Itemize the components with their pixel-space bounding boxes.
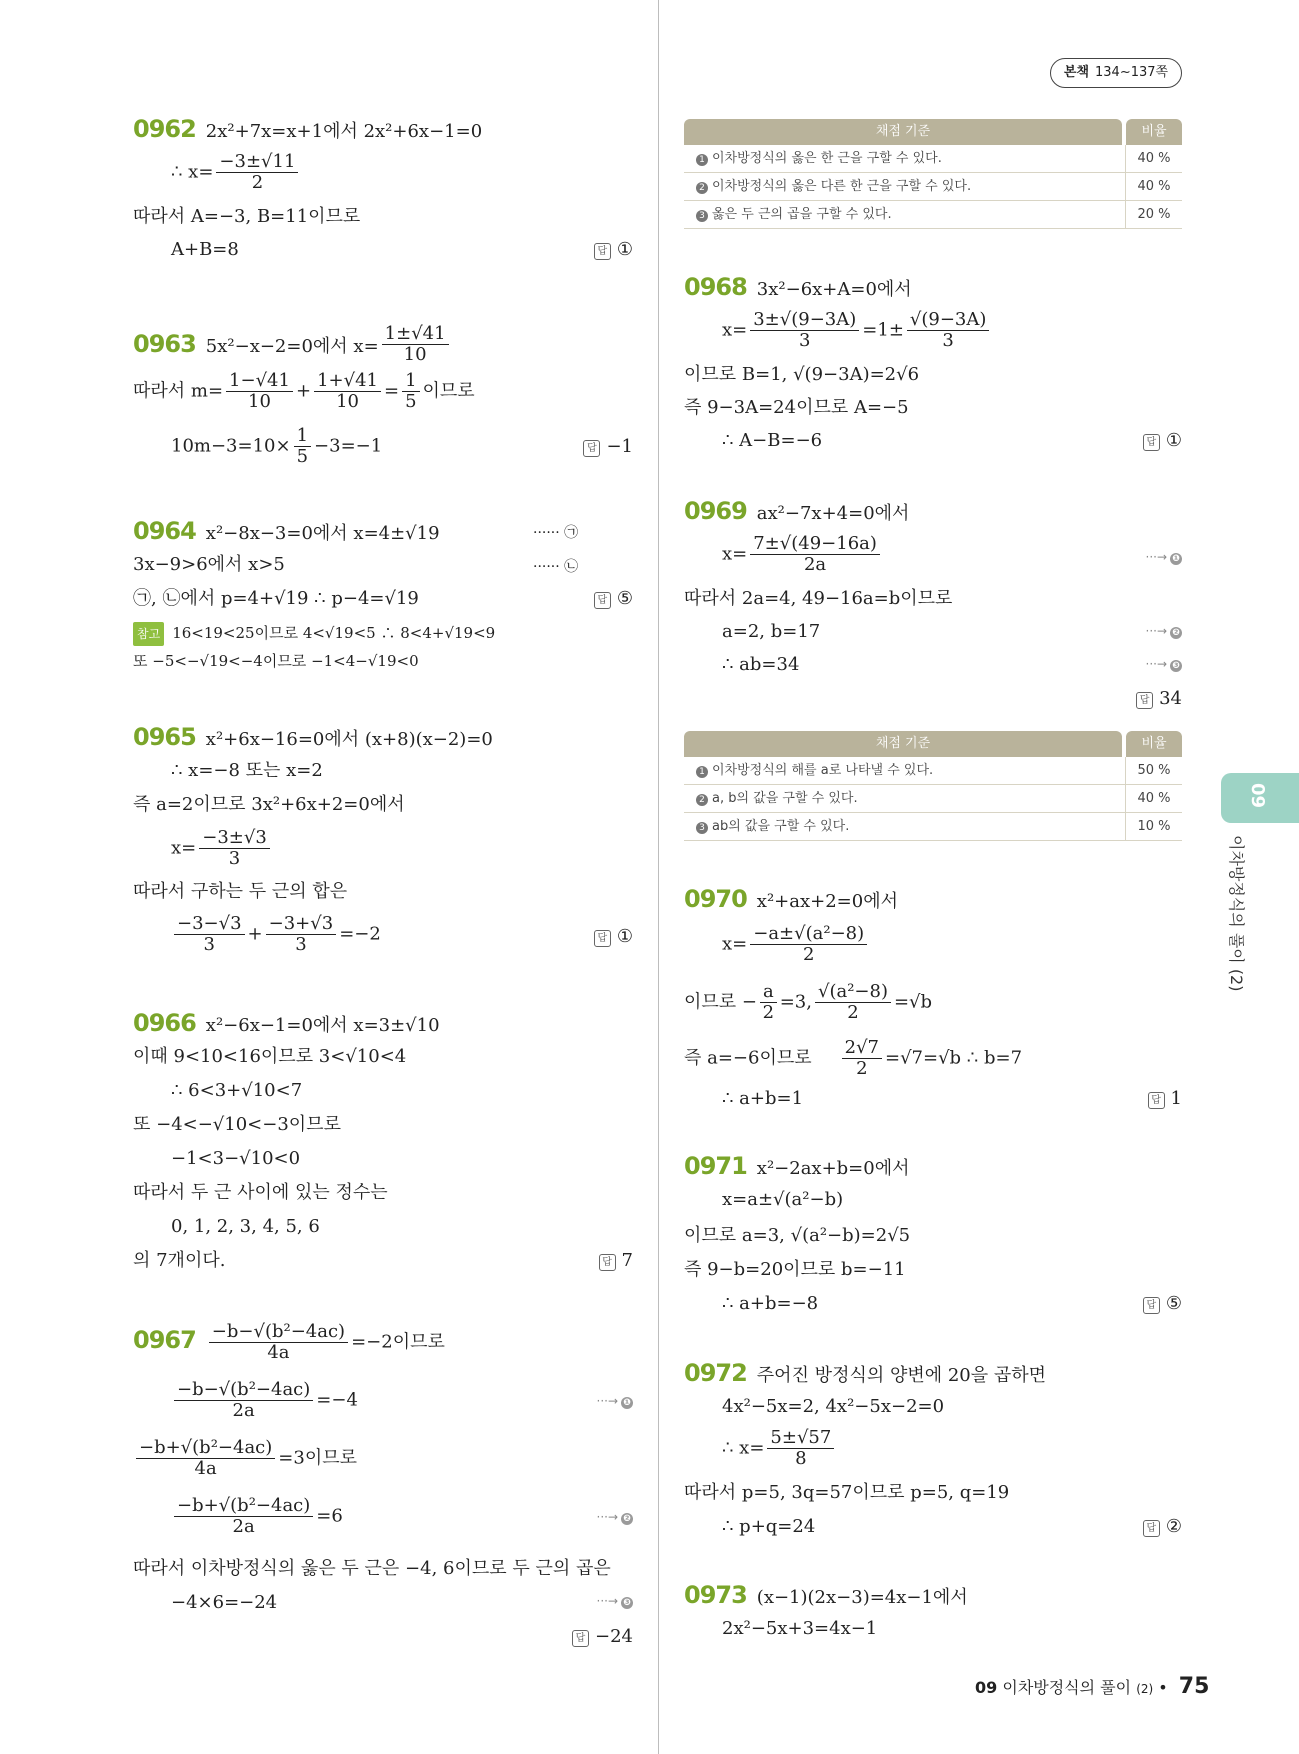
fraction: $\frac{2√7}{2}$ (842, 1038, 882, 1079)
eq-line: ∴ A−B=−6 (722, 430, 823, 451)
fraction: $\frac{3\pm√(9-3A)}{3}$ (750, 310, 859, 351)
eq-line: 따라서 2a=4, 49−16a=b이므로 (684, 588, 953, 609)
problem-number: 0970 (684, 885, 747, 913)
answer: 답 7 (599, 1250, 633, 1271)
step-marker: ···→ ❷ (1146, 624, 1183, 639)
eq-line: ∴ x= (722, 1437, 765, 1459)
note-line: 16<19<25이므로 4<√19<5 ∴ 8<4+√19<9 (172, 624, 496, 642)
eq-line: 또 −4<−√10<−3이므로 (133, 1114, 341, 1135)
chapter-side-tab[interactable]: 09 (1221, 773, 1299, 823)
eq-line: 따라서 p=5, 3q=57이므로 p=5, q=19 (684, 1482, 1010, 1503)
eq-line: x²−2ax+b=0에서 (756, 1158, 910, 1179)
note-line: 또 −5<−√19<−4이므로 −1<4−√19<0 (133, 652, 419, 670)
table-row: 1 이차방정식의 해를 a로 나타낼 수 있다. 50 % (684, 757, 1182, 785)
eq-line: x²+ax+2=0에서 (756, 891, 898, 912)
fraction: $\frac{1\pm√41}{10}$ (382, 324, 449, 365)
answer-icon: 답 (594, 930, 611, 947)
grading-table-0967 (684, 119, 1182, 229)
problem-number: 0971 (684, 1152, 747, 1180)
problem-number: 0968 (684, 273, 747, 301)
answer: 답 ⑤ (594, 588, 633, 609)
table-header: 채점 기준 (684, 119, 1122, 145)
eq-line: 이때 9<10<16이므로 3<√10<4 (133, 1046, 407, 1067)
answer-icon: 답 (1143, 1520, 1160, 1537)
marker: ······ ㉠ (533, 525, 579, 541)
answer: 답 −24 (572, 1626, 633, 1647)
problem-number: 0967 (133, 1325, 196, 1354)
chapter-side-label: 이차방정식의 풀이 (2) (1227, 835, 1246, 992)
table-header-ratio: 비율 (1126, 119, 1182, 145)
eq-line: 이므로 a=3, √(a²−b)=2√5 (684, 1225, 911, 1246)
answer-icon: 답 (572, 1630, 589, 1647)
answer-icon: 답 (594, 243, 611, 260)
answer-icon: 답 (599, 1254, 616, 1271)
eq-line: 의 7개이다. (133, 1250, 226, 1271)
note-badge: 참고 (133, 622, 164, 646)
fraction: $\frac{-3-√3}{3}$ (174, 914, 245, 955)
eq-line: 따라서 m= (133, 380, 224, 402)
answer-icon: 답 (1143, 434, 1160, 451)
answer-icon: 답 (594, 592, 611, 609)
fraction: $\frac{7\pm√(49-16a)}{2a}$ (750, 534, 880, 575)
eq-line: ∴ ab=34 (722, 654, 800, 675)
step-marker: ···→ ❸ (1146, 657, 1183, 672)
eq-line: 3x²−6x+A=0에서 (756, 279, 912, 300)
step-marker: ···→ ❷ (597, 1510, 634, 1525)
fraction: $\frac{1}{5}$ (402, 371, 419, 412)
table-row: 2 이차방정식의 옳은 다른 한 근을 구할 수 있다. 40 % (684, 173, 1182, 201)
eq-line: 따라서 이차방정식의 옳은 두 근은 −4, 6이므로 두 근의 곱은 (133, 1558, 611, 1579)
step-marker: ···→ ❶ (1146, 550, 1183, 565)
eq-line: 따라서 A=−3, B=11이므로 (133, 206, 361, 227)
step-marker: ···→ ❸ (597, 1594, 634, 1609)
table-row: 3 옳은 두 근의 곱을 구할 수 있다. 20 % (684, 201, 1182, 229)
column-divider (658, 0, 659, 1754)
eq-line: ∴ a+b=1 (722, 1088, 804, 1109)
eq-line: 즉 9−3A=24이므로 A=−5 (684, 397, 909, 418)
eq-line: x=a±√(a²−b) (722, 1189, 844, 1210)
fraction: $\frac{√(9-3A)}{3}$ (907, 310, 990, 351)
answer-icon: 답 (1143, 1297, 1160, 1314)
eq-line: x²−6x−1=0에서 x=3±√10 (205, 1015, 440, 1036)
fraction: $\frac{5\pm√57}{8}$ (767, 1428, 834, 1469)
problem-number: 0962 (133, 115, 196, 143)
eq-line: ∴ x= (171, 161, 214, 183)
eq-line: a=2, b=17 (722, 621, 821, 642)
fraction: $\frac{\text{−b−√(b²−4ac)}}{2a}$ (174, 1380, 313, 1421)
eq-line: −4×6=−24 (171, 1592, 278, 1613)
table-header: 채점 기준 (684, 731, 1122, 757)
problem-number: 0964 (133, 517, 196, 545)
answer: 답 ① (594, 926, 633, 947)
eq-line: 2x²+7x=x+1에서 2x²+6x−1=0 (205, 121, 483, 142)
eq-line: 10m−3=10× (171, 435, 291, 457)
eq-line: x²−8x−3=0에서 x=4±√19 (205, 523, 440, 544)
answer: 답 ⑤ (1143, 1293, 1182, 1314)
answer: 답 ① (1143, 430, 1182, 451)
fraction: $\frac{1-√41}{10}$ (226, 371, 293, 412)
fraction: $\frac{-3\pm√3}{3}$ (199, 828, 270, 869)
answer-icon: 답 (1136, 692, 1153, 709)
eq-line: ∴ a+b=−8 (722, 1293, 819, 1314)
answer-icon: 답 (583, 440, 600, 457)
problem-number: 0965 (133, 723, 196, 751)
eq-line: −1<3−√10<0 (171, 1148, 301, 1169)
table-row: 2 a, b의 값을 구할 수 있다. 40 % (684, 785, 1182, 813)
fraction: $\frac{\text{√(a²−8)}}{2}$ (815, 982, 891, 1023)
fraction: $\frac{1}{5}$ (294, 426, 311, 467)
answer: 답 1 (1148, 1088, 1182, 1109)
eq-line: ∴ p+q=24 (722, 1516, 816, 1537)
eq-line: ∴ x=−8 또는 x=2 (171, 760, 323, 781)
problem-number: 0963 (133, 330, 196, 358)
step-marker: ···→ ❶ (597, 1394, 634, 1409)
eq-line: 0, 1, 2, 3, 4, 5, 6 (171, 1216, 320, 1237)
eq-line: x= (722, 543, 748, 565)
eq-line: x= (722, 933, 748, 955)
eq-line: 이므로 B=1, √(9−3A)=2√6 (684, 364, 920, 385)
eq-line: ax²−7x+4=0에서 (756, 503, 910, 524)
fraction: $\frac{\text{−b+√(b²−4ac)}}{4a}$ (136, 1438, 275, 1479)
eq-line: x²+6x−16=0에서 (x+8)(x−2)=0 (205, 729, 493, 750)
eq-line: ∴ 6<3+√10<7 (171, 1080, 303, 1101)
eq-line: 즉 a=−6이므로 (684, 1047, 812, 1069)
fraction: $\frac{\text{−a±√(a²−8)}}{2}$ (750, 924, 867, 965)
fraction: $\frac{\text{−b+√(b²−4ac)}}{2a}$ (174, 1496, 313, 1537)
table-header-ratio: 비율 (1126, 731, 1182, 757)
grading-table-0969 (684, 731, 1182, 841)
eq-line: A+B=8 (171, 239, 239, 260)
eq-line: 이므로 − (684, 991, 757, 1013)
eq-line: 따라서 구하는 두 근의 합은 (133, 881, 348, 902)
eq-line: x= (722, 319, 748, 341)
eq-line: 2x²−5x+3=4x−1 (722, 1618, 878, 1639)
eq-line: 5x²−x−2=0에서 x= (205, 336, 379, 357)
eq-line: 따라서 두 근 사이에 있는 정수는 (133, 1182, 388, 1203)
answer: 답 ② (1143, 1516, 1182, 1537)
fraction: $\frac{-3\pm√11}{2}$ (216, 152, 298, 193)
page-number: 75 (1178, 1674, 1210, 1699)
table-row: 1 이차방정식의 옳은 한 근을 구할 수 있다. 40 % (684, 145, 1182, 173)
problem-number: 0973 (684, 1581, 747, 1609)
eq-line: 즉 a=2이므로 3x²+6x+2=0에서 (133, 794, 405, 815)
eq-line: x= (171, 837, 197, 859)
eq-line: 즉 9−b=20이므로 b=−11 (684, 1259, 906, 1280)
fraction: $\frac{1+√41}{10}$ (314, 371, 381, 412)
fraction: $\frac{\text{−b−√(b²−4ac)}}{4a}$ (209, 1322, 348, 1363)
eq-line: 4x²−5x=2, 4x²−5x−2=0 (722, 1396, 945, 1417)
eq-line: 주어진 방정식의 양변에 20을 곱하면 (756, 1365, 1047, 1386)
eq-line: 3x−9>6에서 x>5 (133, 554, 285, 575)
eq-line: (x−1)(2x−3)=4x−1에서 (756, 1587, 968, 1608)
page-reference-badge: 본책 134~137쪽 (1050, 58, 1182, 88)
fraction: $\frac{a}{2}$ (760, 982, 777, 1023)
table-row: 3 ab의 값을 구할 수 있다. 10 % (684, 813, 1182, 841)
page-footer: 09 이차방정식의 풀이 (2) • 75 (975, 1674, 1210, 1699)
problem-number: 0972 (684, 1359, 747, 1387)
problem-number: 0966 (133, 1009, 196, 1037)
answer: 답 34 (1136, 688, 1182, 709)
marker: ······ ㉡ (533, 559, 579, 575)
fraction: $\frac{-3+√3}{3}$ (266, 914, 337, 955)
eq-line: ㉠, ㉡에서 p=4+√19 ∴ p−4=√19 (133, 588, 419, 609)
answer-icon: 답 (1148, 1092, 1165, 1109)
answer: 답 −1 (583, 436, 633, 457)
problem-number: 0969 (684, 497, 747, 525)
answer: 답 ① (594, 239, 633, 260)
